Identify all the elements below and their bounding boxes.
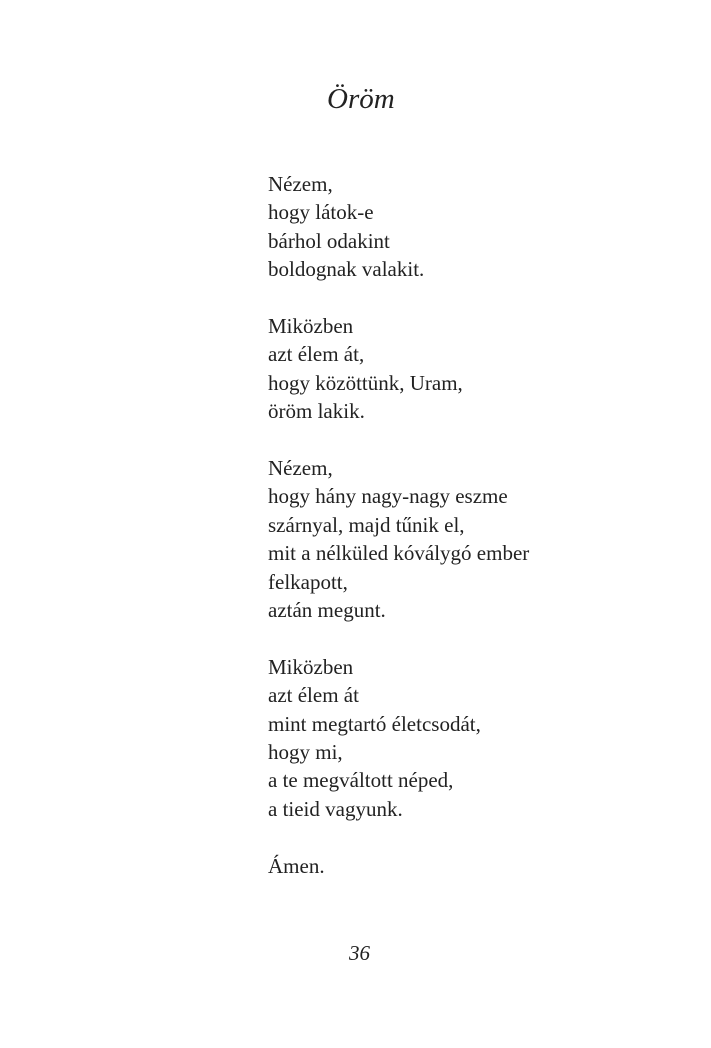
stanza	[268, 653, 529, 823]
poem-line: hogy látok-e	[268, 200, 374, 225]
poem-line: Nézem,	[268, 172, 333, 196]
poem-title: Öröm	[327, 83, 395, 115]
stanza	[268, 852, 529, 880]
poem-line: szárnyal, majd tűnik el,	[268, 512, 465, 537]
poem-line: Miközben	[268, 314, 354, 339]
page-number: 36	[349, 941, 370, 965]
poem-line: öröm lakik.	[268, 399, 365, 424]
poem-line: a te megváltott néped,	[268, 768, 454, 793]
poem-line: a tieid vagyunk.	[268, 796, 403, 821]
poem-line: hogy mi,	[268, 740, 343, 765]
poem-line: Miközben	[268, 654, 354, 679]
poem-line: Nézem,	[268, 456, 333, 481]
poem-line: Ámen.	[268, 853, 325, 878]
poem-line: azt élem át,	[268, 342, 365, 367]
poem-line: felkapott,	[268, 569, 348, 594]
poem-line: mit a nélküled kóválygó ember	[268, 541, 530, 566]
poem-line: hogy hány nagy-nagy eszme	[268, 484, 508, 509]
poem-line: hogy közöttünk, Uram,	[268, 370, 463, 395]
poem-line: bárhol odakint	[268, 228, 390, 253]
stanza	[268, 170, 529, 284]
poem-line: aztán megunt.	[268, 598, 386, 623]
poem-line: azt élem át	[268, 683, 359, 708]
poem-line: mint megtartó életcsodát,	[268, 711, 481, 736]
stanza	[268, 312, 529, 426]
poem-body	[268, 170, 529, 880]
stanza	[268, 454, 529, 624]
poem-line: boldognak valakit.	[268, 257, 425, 282]
